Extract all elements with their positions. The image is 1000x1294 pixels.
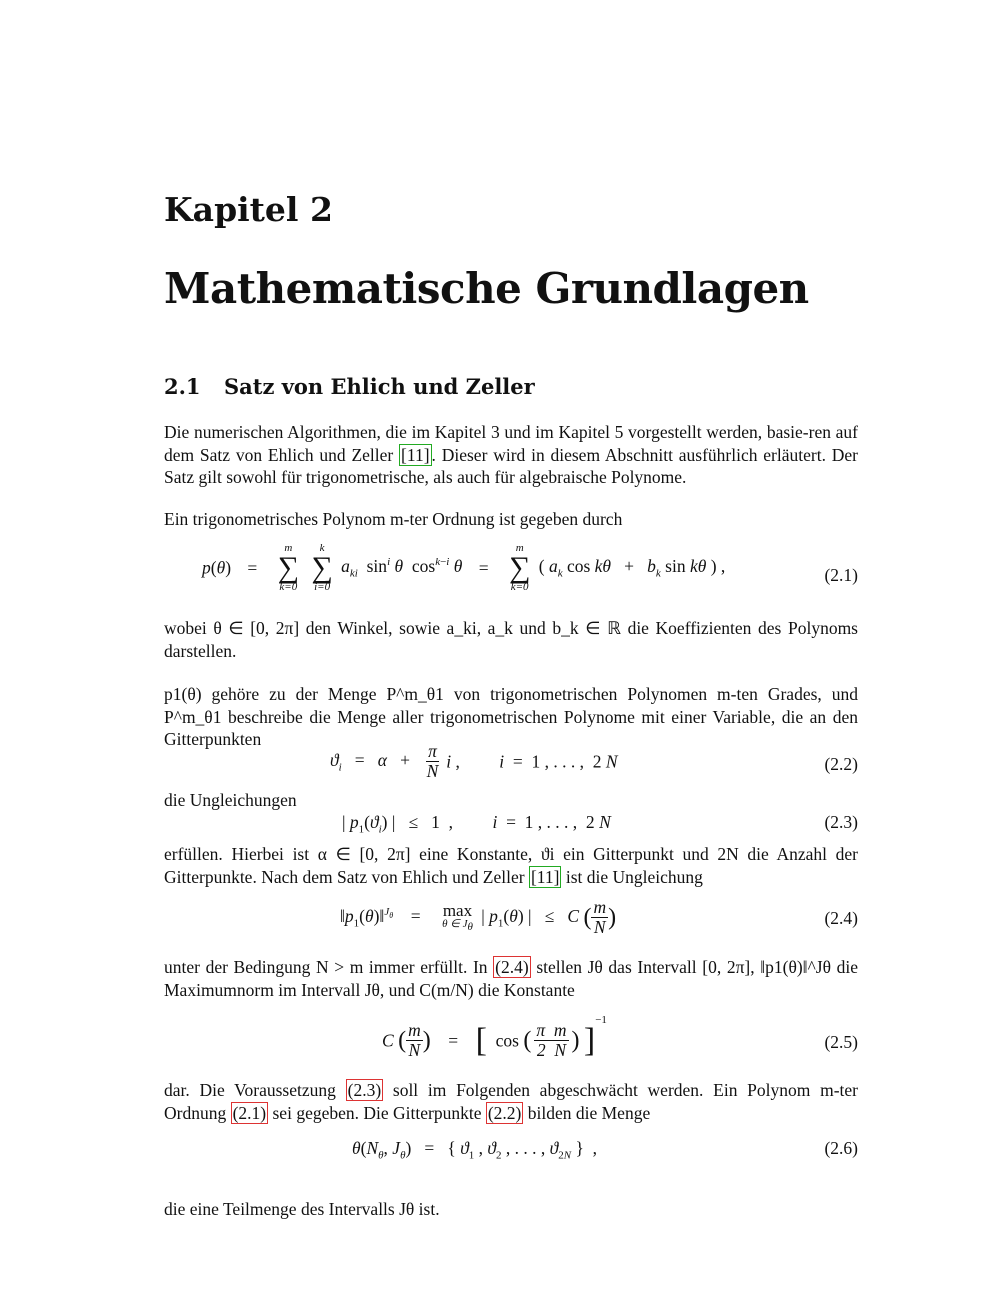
equation-2-3 (164, 812, 858, 836)
equation-2-2 (164, 742, 858, 784)
chapter-title: Mathematische Grundlagen (164, 264, 809, 313)
paragraph-coefficients: wobei θ ∈ [0, 2π] den Winkel, sowie a_ki, a_k und b_k ∈ ℝ die Koeffizienten des Polynoms darstellen. (164, 618, 858, 661)
equation-reference-link[interactable]: (2.2) (487, 1102, 522, 1123)
equation-reference-link[interactable]: (2.3) (347, 1080, 382, 1100)
paragraph-weakening: dar. Die Voraussetzung (2.3) soll im Folgenden abgeschwächt werden. Ein Polynom m-ter Ordnung (2.1) sei gegeben. Die Gitterpunkte (2.2) bilden die Menge (164, 1080, 858, 1123)
equation-body: | $p_1(ϑ_i)$ | ≤ 1 , i = 1 , . . . , 2 N (342, 812, 611, 836)
paragraph-polynomial-set: p1(θ) gehöre zu der Menge P^m_θ1 von trigonometrischen Polynomen m-ten Grades, und P^m_θ1 beschreibe die Menge aller trigonometrischen Polynome mit einer Variable, die an den Gitterpunkten (164, 684, 858, 749)
equation-number: (2.5) (824, 1032, 858, 1052)
paragraph-definition: Ein trigonometrisches Polynom m-ter Ordnung ist gegeben durch (164, 509, 623, 529)
paragraph-inequalities: die Ungleichungen (164, 790, 297, 810)
equation-number: (2.6) (824, 1138, 858, 1158)
chapter-label: Kapitel 2 (164, 190, 333, 229)
equation-body: p(θ) = m ∑ k=0 k ∑ i=0 $a_{ki}$ $\sin^i \theta$ $\cos^{k-i} \theta$ = m ∑ k=0 ( $a_k$ $\cos k\theta + b_k$ sin kθ ) , (202, 542, 726, 593)
paragraph-condition: unter der Bedingung N > m immer erfüllt. In (2.4) stellen Jθ das Intervall [0, 2π], ‖p1(θ)‖^Jθ die Maximumnorm im Intervall Jθ, und C(m/N) die Konstante (164, 957, 858, 1000)
section-heading (164, 374, 535, 399)
citation-link[interactable]: [11] (530, 866, 560, 887)
equation-body: $ϑ_i = \alpha$ + $\frac{\pi}{N}$ i , i = 1 , . . . , 2 N (330, 741, 618, 782)
equation-body: C ( $\frac{m}{N}$ ) = [ cos ( $\frac{\text{π m}}{2 N}$ ) ]$^{-1}$ (382, 1014, 607, 1061)
equation-body: $\theta(N_\theta$, $J_\theta$) = { $ϑ_1$ , $ϑ_2$ , . . . , $ϑ_{2N}$ } , (352, 1138, 597, 1162)
section-number: 2.1 (164, 374, 201, 399)
section-title: Satz von Ehlich und Zeller (224, 374, 535, 399)
equation-2-4 (164, 898, 858, 942)
paragraph-subset: die eine Teilmenge des Intervalls Jθ ist. (164, 1199, 440, 1219)
equation-2-1 (164, 543, 858, 609)
equation-number: (2.3) (824, 812, 858, 832)
equation-reference-link[interactable]: (2.1) (232, 1102, 267, 1123)
equation-body: $‖p_1(\theta)‖^{J_\theta}$ = max θ ∈ $J_\theta$ | $p_1(\theta)$ | ≤ C ( $\frac{m}{N}$ ) (340, 897, 617, 938)
paragraph-intro: Die numerischen Algorithmen, die im Kapitel 3 und im Kapitel 5 vorgestellt werden, basie-ren auf dem Satz von Ehlich und Zeller [11] . Dieser wird in diesem Abschnitt ausführlich erläutert. Der Satz gilt sowohl für trigonometrische, als auch für algebraische Polynome. (164, 422, 858, 487)
equation-reference-link[interactable]: (2.4) (495, 957, 529, 977)
equation-2-5 (164, 1014, 858, 1070)
paragraph-theorem: erfüllen. Hierbei ist α ∈ [0, 2π] eine Konstante, ϑi ein Gitterpunkt und 2N die Anzahl der Gitterpunkte. Nach dem Satz von Ehlich und Zeller [11] ist die Ungleichung (164, 844, 858, 887)
citation-link[interactable]: [11] (401, 444, 430, 465)
equation-number: (2.1) (824, 565, 858, 585)
equation-number: (2.2) (824, 754, 858, 774)
equation-2-6 (164, 1138, 858, 1162)
equation-number: (2.4) (824, 908, 858, 928)
